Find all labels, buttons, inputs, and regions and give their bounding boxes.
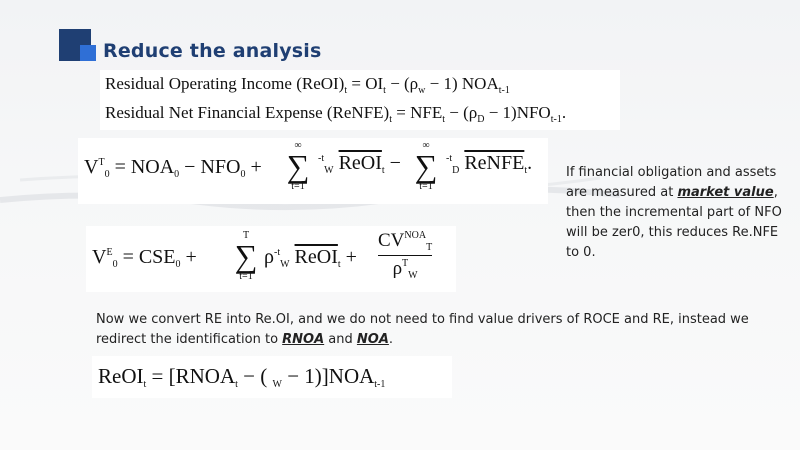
value-equity-equation bbox=[92, 246, 197, 270]
vt-sum1-top: ∞ bbox=[294, 140, 302, 151]
ve-den: ρ bbox=[392, 258, 403, 279]
note-part1: If financial obligation and assets are measured at bbox=[566, 165, 777, 200]
ve-denominator bbox=[378, 258, 432, 281]
reoi-definition-minus: − (ρ bbox=[390, 74, 419, 93]
rr-rnoa-sub: t bbox=[235, 379, 238, 390]
value-equity-equation-image bbox=[86, 226, 456, 292]
vt-term1 bbox=[318, 152, 401, 176]
reoi-definition-lhs-sub: t bbox=[344, 85, 348, 96]
rr-lhs-sub: t bbox=[143, 379, 147, 390]
ve-v: V bbox=[92, 246, 107, 268]
value-total-equation-image bbox=[78, 138, 548, 204]
ve-rho: ρ bbox=[264, 246, 274, 268]
vt-minus: − bbox=[389, 152, 401, 174]
reoi-definition-rhs: = OI bbox=[351, 74, 384, 93]
ve-rho-sup: -t bbox=[273, 247, 281, 258]
reoi-rnoa-equation bbox=[98, 364, 385, 390]
vt-v: V bbox=[84, 156, 99, 178]
ve-fraction-bar bbox=[378, 255, 432, 256]
ve-fraction bbox=[378, 230, 432, 281]
vt-renfe: ReNFE bbox=[464, 152, 525, 174]
vt-nfo: − NFO bbox=[184, 156, 241, 178]
ve-v-sup: E bbox=[106, 247, 113, 258]
renfe-definition-minus: − (ρ bbox=[449, 103, 478, 122]
para-emph-noa: NOA bbox=[356, 332, 389, 347]
renfe-definition-lhs: Residual Net Financial Expense (ReNFE) bbox=[105, 103, 390, 122]
vt-sum2-bottom: t=1 bbox=[419, 181, 433, 192]
ve-cse-sub: 0 bbox=[175, 259, 181, 270]
ve-plus: + bbox=[185, 246, 197, 268]
reoi-definition-rho-sub: w bbox=[418, 85, 426, 96]
vt-eq: = NOA bbox=[114, 156, 175, 178]
vt-reoi-sub: t bbox=[381, 165, 385, 176]
vt-v-sup: T bbox=[98, 157, 105, 168]
vt-sum1-bottom: t=1 bbox=[291, 181, 305, 192]
slide-title: Reduce the analysis bbox=[103, 40, 322, 62]
ve-cv: CV bbox=[378, 230, 405, 251]
renfe-definition bbox=[105, 103, 566, 125]
vt-rho2-sub: D bbox=[452, 165, 460, 176]
reoi-definition-tail: − 1) NOA bbox=[429, 74, 499, 93]
renfe-definition-rhs: = NFE bbox=[396, 103, 443, 122]
ve-sum-bottom: t=1 bbox=[239, 271, 253, 282]
vt-noa-sub: 0 bbox=[174, 169, 180, 180]
ve-cv-sup: NOA bbox=[404, 230, 427, 241]
rr-w-sub: W bbox=[272, 379, 282, 390]
vt-term2 bbox=[446, 152, 532, 176]
value-total-equation bbox=[84, 156, 262, 180]
note-part2: , then the incremental part of NFO will be zer0, this reduces Re.NFE to 0. bbox=[566, 185, 782, 260]
renfe-definition-rhs-sub: t bbox=[442, 114, 445, 125]
vt-sum1 bbox=[278, 140, 318, 192]
ve-den-sup: T bbox=[402, 258, 409, 269]
ve-v-sub: 0 bbox=[112, 259, 118, 270]
rr-tail-sub: t-1 bbox=[374, 379, 386, 390]
vt-renfe-sub: t bbox=[524, 165, 528, 176]
para-end: . bbox=[388, 332, 394, 347]
vt-rho2-sup: -t bbox=[446, 153, 453, 164]
rr-eq: = [RNOA bbox=[151, 364, 236, 388]
ve-cv-sub: T bbox=[426, 242, 433, 253]
vt-sum1-symbol: ∑ bbox=[286, 148, 310, 184]
definitions-equation-image bbox=[100, 70, 620, 130]
reoi-definition bbox=[105, 74, 510, 96]
ve-term bbox=[264, 246, 357, 270]
reoi-definition-rhs-sub: t bbox=[383, 85, 386, 96]
vt-reoi: ReOI bbox=[338, 152, 382, 174]
vt-sum2 bbox=[406, 140, 446, 192]
market-value-note bbox=[566, 163, 791, 263]
ve-sum-top: T bbox=[242, 230, 250, 241]
ve-den-sub: W bbox=[408, 270, 418, 281]
rr-tail: − 1)]NOA bbox=[287, 364, 375, 388]
para-mid: and bbox=[324, 332, 357, 347]
renfe-definition-tail: − 1)NFO bbox=[488, 103, 551, 122]
ve-numerator bbox=[378, 230, 432, 253]
para-part1: Now we convert RE into Re.OI, and we do not need to find value drivers of ROCE and RE, instead we redirect the identification to bbox=[96, 312, 749, 347]
conversion-paragraph bbox=[96, 310, 756, 350]
note-emphasis: market value bbox=[677, 185, 774, 200]
renfe-definition-end: . bbox=[561, 103, 567, 122]
ve-reoi: ReOI bbox=[294, 246, 338, 268]
renfe-definition-tail-sub: t-1 bbox=[550, 114, 562, 125]
renfe-definition-lhs-sub: t bbox=[389, 114, 392, 125]
ve-sum-symbol: ∑ bbox=[234, 238, 258, 274]
vt-sum2-top: ∞ bbox=[422, 140, 430, 151]
vt-nfo-sub: 0 bbox=[240, 169, 246, 180]
ve-plus2: + bbox=[345, 246, 357, 268]
ve-sum bbox=[226, 230, 266, 282]
renfe-definition-rho-sub: D bbox=[477, 114, 485, 125]
vt-plus: + bbox=[250, 156, 262, 178]
vt-rho1-sup: -t bbox=[318, 153, 325, 164]
vt-sum2-symbol: ∑ bbox=[414, 148, 438, 184]
ve-eq: = CSE bbox=[122, 246, 176, 268]
rr-lhs: ReOI bbox=[98, 364, 144, 388]
reoi-definition-lhs: Residual Operating Income (ReOI) bbox=[105, 74, 345, 93]
vt-end: . bbox=[527, 152, 533, 174]
vt-v-sub: 0 bbox=[104, 169, 110, 180]
title-accent-square-light bbox=[80, 45, 96, 61]
reoi-rnoa-equation-image bbox=[92, 356, 452, 398]
reoi-definition-tail-sub: t-1 bbox=[498, 85, 510, 96]
ve-rho-sub: W bbox=[280, 259, 290, 270]
vt-rho1-sub: W bbox=[324, 165, 334, 176]
rr-mid: − ( bbox=[243, 364, 268, 388]
para-emph-rnoa: RNOA bbox=[282, 332, 325, 347]
ve-reoi-sub: t bbox=[337, 259, 341, 270]
